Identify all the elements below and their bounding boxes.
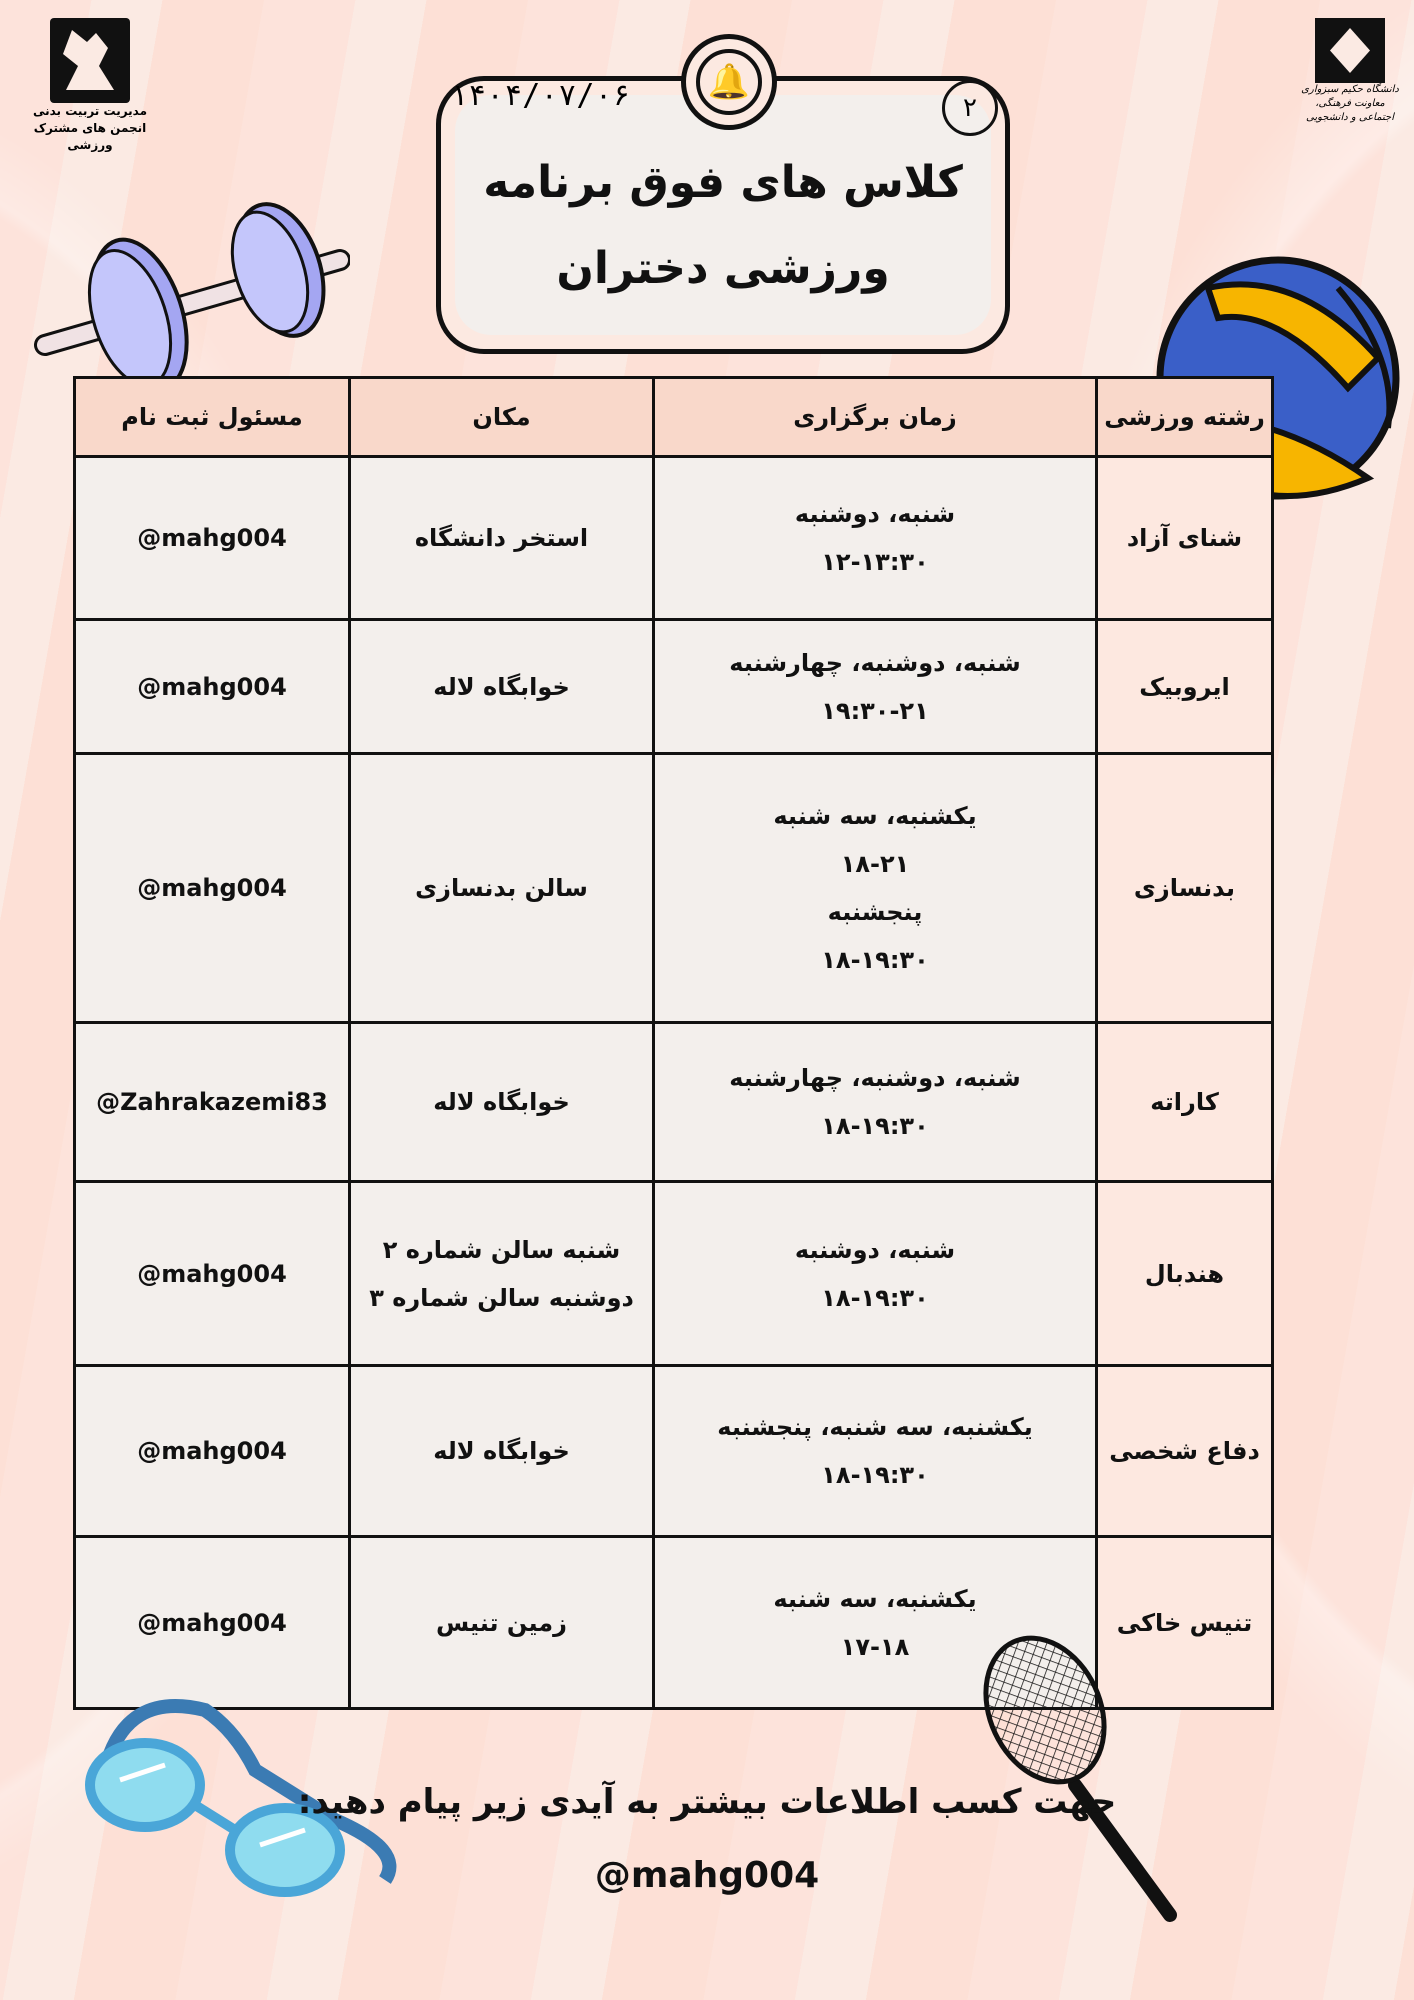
time-line: شنبه، دوشنبه، چهارشنبه	[729, 648, 1021, 677]
dumbbell-illustration	[30, 200, 350, 400]
place-line: دوشنبه سالن شماره ۳	[369, 1283, 634, 1312]
sport-cell: تنیس خاکی	[1097, 1537, 1273, 1709]
time-line: شنبه، دوشنبه	[794, 500, 956, 528]
footer-contact-id[interactable]: @mahg004	[594, 1855, 820, 1896]
time-line: پنجشنبه	[827, 898, 923, 926]
column-header-sport: رشته ورزشی	[1097, 378, 1273, 457]
table-row	[75, 1182, 1273, 1366]
contact-cell[interactable]: @mahg004	[75, 620, 350, 754]
time-cell	[654, 1182, 1097, 1366]
place-line: خوابگاه لاله	[433, 1437, 570, 1465]
time-line: ۱۸-۲۱	[840, 850, 910, 878]
place-cell	[350, 1023, 654, 1182]
page-number-badge: ۲	[942, 80, 998, 136]
contact-cell[interactable]: @mahg004	[75, 457, 350, 620]
place-cell	[350, 1537, 654, 1709]
bell-icon: 🔔	[696, 49, 762, 115]
place-line: خوابگاه لاله	[433, 1088, 570, 1116]
footer-message: جهت کسب اطلاعات بیشتر به آیدی زیر پیام دهید:	[297, 1782, 1117, 1822]
sport-cell: هندبال	[1097, 1182, 1273, 1366]
time-line: شنبه، دوشنبه، چهارشنبه	[729, 1064, 1021, 1092]
time-line: ۱۹:۳۰-۲۱	[821, 696, 929, 725]
time-cell	[654, 620, 1097, 754]
page-title	[436, 140, 1010, 312]
sport-cell: شنای آزاد	[1097, 457, 1273, 620]
runners-emblem-icon	[50, 18, 130, 103]
sports-management-logo	[30, 18, 150, 154]
time-line: شنبه، دوشنبه	[794, 1235, 956, 1264]
table-row	[75, 457, 1273, 620]
place-cell	[350, 754, 654, 1023]
contact-cell[interactable]: @mahg004	[75, 1366, 350, 1537]
column-header-contact: مسئول ثبت نام	[75, 378, 350, 457]
time-line: یکشنبه، سه شنبه	[773, 802, 977, 830]
column-header-place: مکان	[350, 378, 654, 457]
logo-left-line1: مدیریت تربیت بدنی	[32, 104, 148, 118]
logo-left-line2: انجمن های مشترک ورزشی	[33, 121, 147, 152]
table-row	[75, 1023, 1273, 1182]
place-cell	[350, 457, 654, 620]
time-cell	[654, 1023, 1097, 1182]
place-cell	[350, 1182, 654, 1366]
table-row	[75, 1366, 1273, 1537]
place-line: خوابگاه لاله	[433, 672, 570, 701]
contact-cell[interactable]: @mahg004	[75, 1182, 350, 1366]
sport-cell: دفاع شخصی	[1097, 1366, 1273, 1537]
sport-cell: ایروبیک	[1097, 620, 1273, 754]
sport-cell: بدنسازی	[1097, 754, 1273, 1023]
table-row	[75, 620, 1273, 754]
university-emblem-icon	[1315, 18, 1385, 83]
title-line-1: کلاس های فوق برنامه	[483, 157, 963, 208]
place-line: استخر دانشگاه	[414, 524, 589, 552]
notification-badge	[681, 34, 777, 130]
title-line-2: ورزشی دختران	[556, 243, 890, 294]
time-line: ۱۷-۱۸	[840, 1632, 910, 1661]
column-header-time: زمان برگزاری	[654, 378, 1097, 457]
time-cell	[654, 754, 1097, 1023]
sport-cell: کاراته	[1097, 1023, 1273, 1182]
logo-right-line1: دانشگاه حکیم سبزواری	[1301, 84, 1399, 95]
date-label: ۱۴۰۴/۰۷/۰۶	[450, 78, 631, 113]
place-line: سالن بدنسازی	[415, 874, 588, 902]
contact-cell[interactable]: @mahg004	[75, 754, 350, 1023]
place-line: شنبه سالن شماره ۲	[382, 1235, 621, 1264]
time-line: یکشنبه، سه شنبه	[773, 1584, 977, 1613]
time-line: ۱۸-۱۹:۳۰	[821, 946, 929, 974]
place-cell	[350, 620, 654, 754]
logo-right-line2: معاونت فرهنگی، اجتماعی و دانشجویی	[1306, 98, 1394, 123]
place-line: زمین تنیس	[436, 1608, 567, 1637]
time-cell	[654, 457, 1097, 620]
time-line: ۱۸-۱۹:۳۰	[821, 1283, 929, 1312]
time-line: ۱۲-۱۳:۳۰	[821, 548, 929, 576]
schedule-table	[73, 376, 1274, 1710]
university-logo	[1300, 18, 1400, 125]
time-line: ۱۸-۱۹:۳۰	[821, 1112, 929, 1140]
table-header-row	[75, 378, 1273, 457]
time-line: ۱۸-۱۹:۳۰	[821, 1461, 929, 1489]
time-line: یکشنبه، سه شنبه، پنجشنبه	[717, 1413, 1033, 1441]
time-cell	[654, 1366, 1097, 1537]
place-cell	[350, 1366, 654, 1537]
contact-cell[interactable]: @mahg004	[75, 1537, 350, 1709]
table-row	[75, 754, 1273, 1023]
contact-cell[interactable]: @Zahrakazemi83	[75, 1023, 350, 1182]
